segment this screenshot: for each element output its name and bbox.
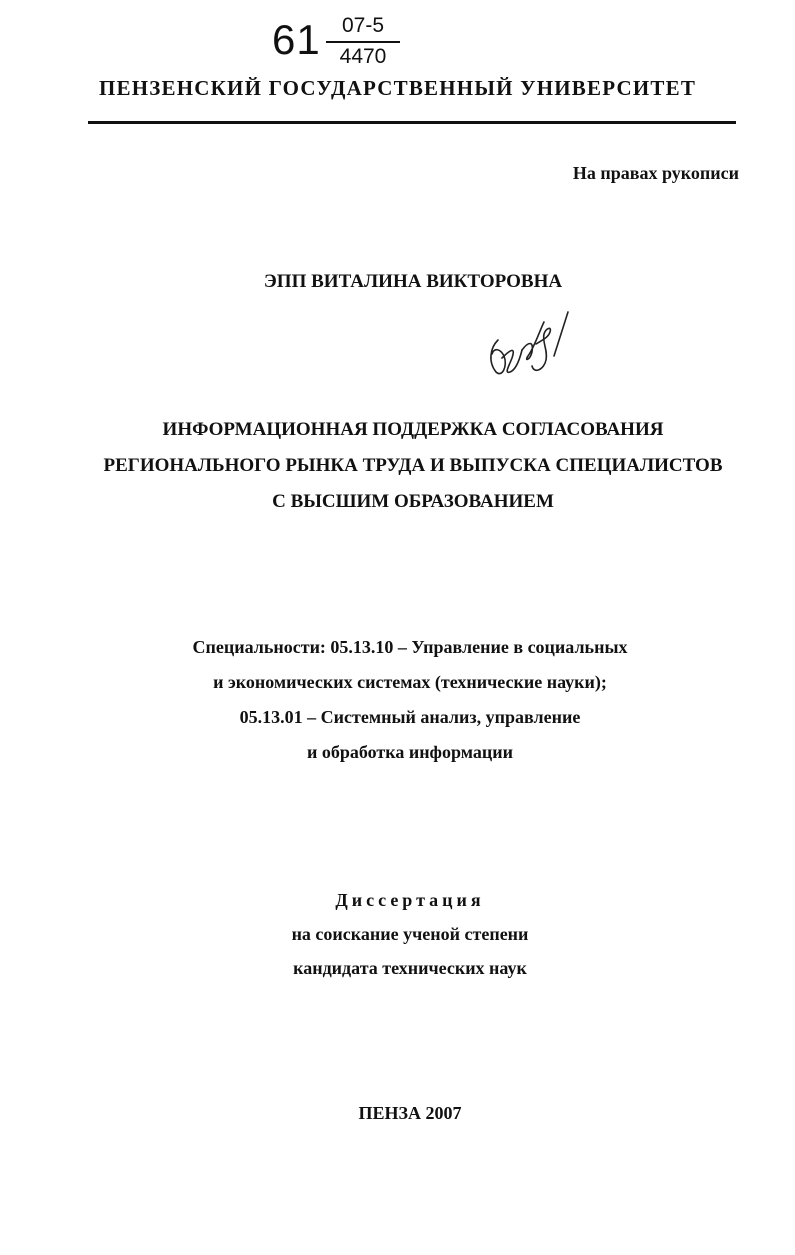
- dissertation-degree: [0, 883, 795, 985]
- title-line-3: С ВЫСШИМ ОБРАЗОВАНИЕМ: [272, 491, 554, 512]
- catalog-code-fraction: [326, 14, 400, 69]
- specialties-line-3: 05.13.01 – Системный анализ, управление: [239, 707, 581, 727]
- specialties-line-1: Специальности: 05.13.10 – Управление в социальных: [192, 637, 628, 657]
- dissertation-title: [0, 412, 795, 520]
- dissertation-heading: Диссертация: [335, 890, 485, 910]
- title-line-1: ИНФОРМАЦИОННАЯ ПОДДЕРЖКА СОГЛАСОВАНИЯ: [162, 419, 664, 440]
- catalog-code-numerator: 07-5: [341, 14, 385, 37]
- specialties: [0, 630, 795, 770]
- degree-line-1: на соискание ученой степени: [291, 924, 529, 944]
- header-divider: [88, 121, 736, 124]
- title-line-2: РЕГИОНАЛЬНОГО РЫНКА ТРУДА И ВЫПУСКА СПЕЦИАЛИСТОВ: [103, 455, 723, 476]
- catalog-code-main: 61: [272, 16, 321, 63]
- rights-note: На правах рукописи: [572, 163, 739, 183]
- specialties-line-2: и экономических системах (технические науки);: [213, 672, 607, 692]
- handwritten-signature: [476, 300, 586, 385]
- fraction-bar: [326, 41, 400, 43]
- author-name: ЭПП ВИТАЛИНА ВИКТОРОВНА: [263, 271, 563, 292]
- catalog-code-denominator: 4470: [339, 45, 387, 68]
- specialties-line-4: и обработка информации: [306, 742, 514, 762]
- city-year: ПЕНЗА 2007: [358, 1103, 462, 1123]
- degree-line-2: кандидата технических наук: [293, 958, 527, 978]
- university-name: ПЕНЗЕНСКИЙ ГОСУДАРСТВЕННЫЙ УНИВЕРСИТЕТ: [98, 76, 697, 100]
